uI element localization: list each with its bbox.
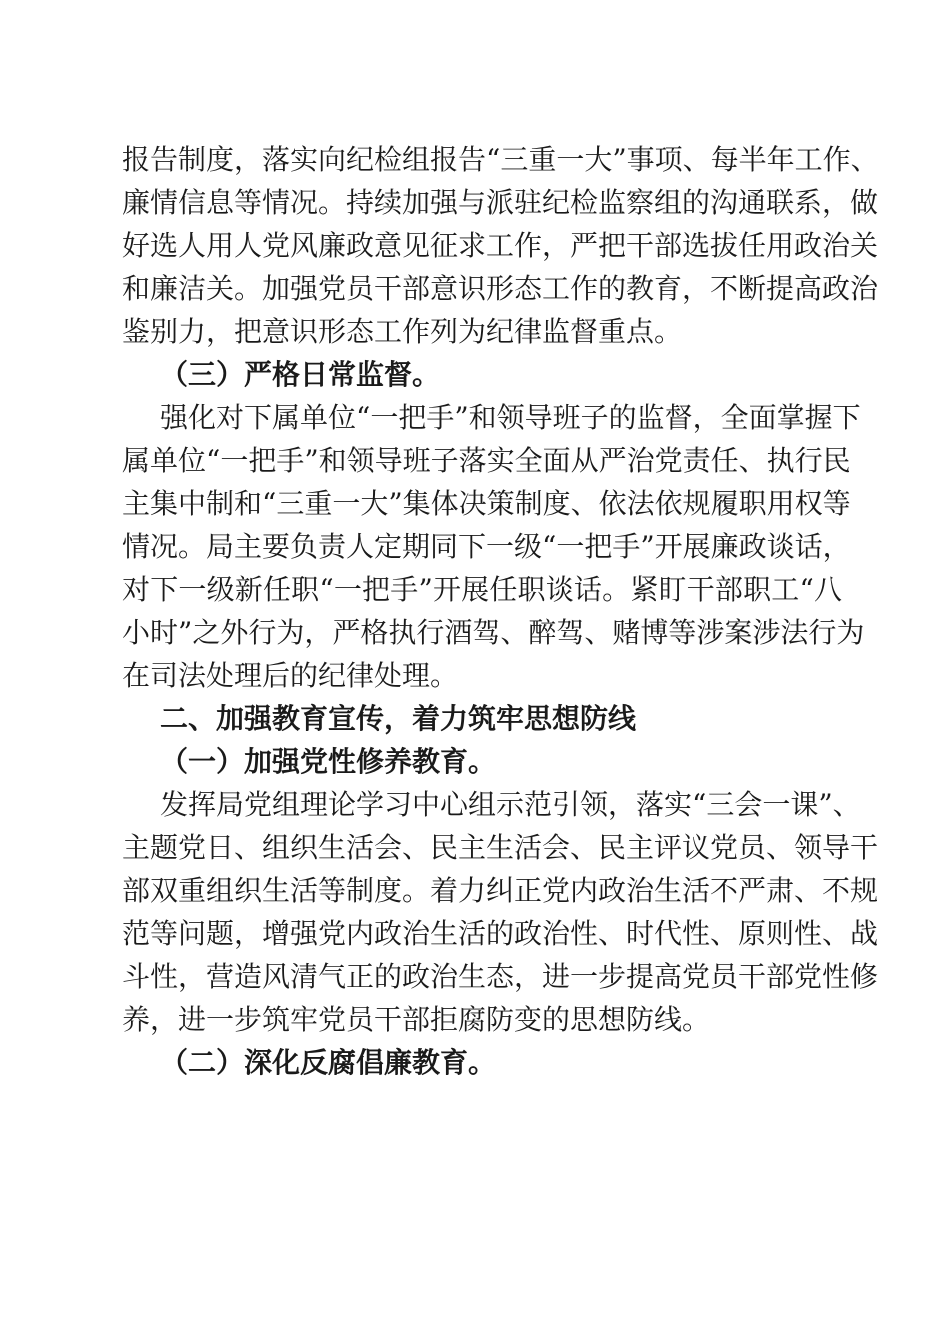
paragraph-line: 鉴别力，把意识形态工作列为纪律监督重点。 — [122, 315, 683, 348]
paragraph-line: 和廉洁关。加强党员干部意识形态工作的教育，不断提高政治 — [122, 272, 879, 305]
paragraph-line: 主集中制和“三重一大”集体决策制度、依法依规履职用权等 — [122, 487, 851, 520]
section-subheading: （二）深化反腐倡廉教育。 — [160, 1046, 497, 1079]
paragraph-line: 养，进一步筑牢党员干部拒腐防变的思想防线。 — [122, 1003, 711, 1036]
paragraph-line: 部双重组织生活等制度。着力纠正党内政治生活不严肃、不规 — [122, 874, 879, 907]
paragraph-line: 小时”之外行为，严格执行酒驾、醉驾、赌博等涉案涉法行为 — [122, 616, 865, 649]
paragraph-line: 主题党日、组织生活会、民主生活会、民主评议党员、领导干 — [122, 831, 879, 864]
paragraph-line: 强化对下属单位“一把手”和领导班子的监督，全面掌握下 — [160, 401, 861, 434]
paragraph-line: 属单位“一把手”和领导班子落实全面从严治党责任、执行民 — [122, 444, 851, 477]
paragraph-line: 对下一级新任职“一把手”开展任职谈话。紧盯干部职工“八 — [122, 573, 842, 606]
paragraph-line: 斗性，营造风清气正的政治生态，进一步提高党员干部党性修 — [122, 960, 879, 993]
paragraph-line: 范等问题，增强党内政治生活的政治性、时代性、原则性、战 — [122, 917, 879, 950]
section-subheading: （三）严格日常监督。 — [160, 358, 441, 391]
paragraph-line: 报告制度，落实向纪检组报告“三重一大”事项、每半年工作、 — [122, 143, 879, 176]
paragraph-line: 在司法处理后的纪律处理。 — [122, 659, 459, 692]
paragraph-line: 发挥局党组理论学习中心组示范引领，落实“三会一课”、 — [160, 788, 861, 821]
section-heading: 二、加强教育宣传，着力筑牢思想防线 — [160, 702, 637, 735]
paragraph-line: 情况。局主要负责人定期同下一级“一把手”开展廉政谈话， — [122, 530, 851, 563]
section-subheading: （一）加强党性修养教育。 — [160, 745, 497, 778]
paragraph-line: 廉情信息等情况。持续加强与派驻纪检监察组的沟通联系，做 — [122, 186, 879, 219]
paragraph-line: 好选人用人党风廉政意见征求工作，严把干部选拔任用政治关 — [122, 229, 879, 262]
document-body — [122, 138, 879, 1084]
